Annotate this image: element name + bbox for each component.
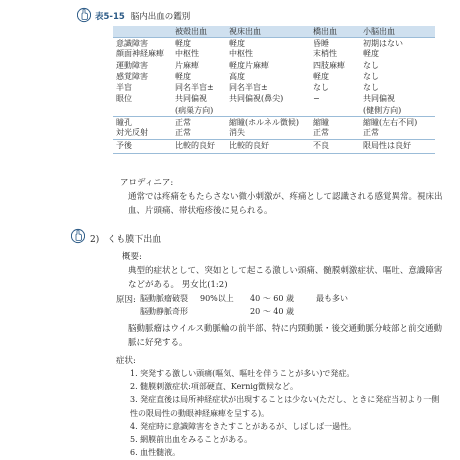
table-cell: 軽度 xyxy=(229,39,245,48)
cause-age: 40 〜 60 歳 xyxy=(250,294,294,303)
causes-label: 原因: xyxy=(116,295,136,305)
table-row xyxy=(113,60,435,71)
table-cell: 同名半盲± xyxy=(175,83,214,93)
table-bottom-rule xyxy=(113,153,435,154)
header-thalamic: 視床出血 xyxy=(229,27,261,36)
section-number: 2) xyxy=(90,235,100,245)
table-cell: 末梢性 xyxy=(313,49,337,59)
table-cell: (病巣方向) xyxy=(175,105,214,115)
symptom-item: 1. 突発する激しい頭痛(嘔気、嘔吐を伴うことが多い)で発症。 xyxy=(130,369,355,378)
cause-age: 20 〜 40 歳 xyxy=(250,307,294,316)
row-label: 感覚障害 xyxy=(116,71,148,81)
symptom-item: 3. 発症直後は局所神経症状が出現することは少ない(ただし、ときに発症当初より一側性の限局性の動眼神経麻痺を呈する)。 xyxy=(130,395,440,418)
table-cell: 同名半盲± xyxy=(229,83,268,93)
table-row xyxy=(113,71,435,82)
table-cell: 不良 xyxy=(313,140,329,150)
differential-table xyxy=(113,26,435,150)
overview-body: 典型的症状として、突如として起こる激しい頭痛、髄膜刺激症状、嘔吐、意識障害などがある。 男女比(1:2) xyxy=(128,266,443,290)
definition-term: アロディニア: xyxy=(120,178,174,188)
row-label: 瞳孔 xyxy=(116,118,132,128)
table-caption: 脳内出血の鑑別 xyxy=(130,12,191,22)
table-row xyxy=(113,82,435,93)
pointing-hand-icon xyxy=(71,228,85,244)
cause-name: 脳動脈瘤破裂 xyxy=(140,294,188,303)
cause-note: 最も多い xyxy=(316,294,348,303)
table-cell: 共同偏視 xyxy=(175,94,207,104)
table-cell: 軽度片麻痺 xyxy=(229,60,269,70)
table-cell: 縮瞳 xyxy=(313,118,329,128)
symptom-item: 2. 髄膜刺激症状:項部硬直、Kernig徴候など。 xyxy=(130,382,299,391)
table-cell: なし xyxy=(363,60,379,70)
table-cell: 比較的良好 xyxy=(175,140,215,150)
table-cell: 正常 xyxy=(175,118,191,128)
table-row xyxy=(113,37,435,48)
table-cell: 中枢性 xyxy=(229,49,253,59)
table-cell: 限局性は良好 xyxy=(363,140,411,150)
table-cell: 初期はない xyxy=(363,39,403,48)
table-cell: 正常 xyxy=(175,128,191,138)
aneurysm-text: 脳動脈瘤はウイルス動脈輪の前半部、特に内頸動脈・後交通動脈分岐部と前交通動脈に好発する。 xyxy=(128,324,442,348)
table-header xyxy=(113,26,435,37)
table-cell: なし xyxy=(363,83,379,93)
symptom-item: 6. 血性髄液。 xyxy=(130,448,181,457)
table-cell: 軽度 xyxy=(175,71,191,81)
row-label: 眼位 xyxy=(116,94,132,104)
table-cell: − xyxy=(313,94,320,104)
section-heading xyxy=(90,232,161,245)
row-label: 対光反射 xyxy=(116,128,148,138)
table-number: 表5-15 xyxy=(95,12,125,22)
table-cell: 昏睡 xyxy=(313,39,329,48)
symptom-item: 4. 発症時に意識障害をきたすことがあるが、しばしば一過性。 xyxy=(130,422,357,431)
table-title xyxy=(95,10,190,22)
table-row xyxy=(113,127,435,138)
symptoms-label: 症状: xyxy=(116,356,136,366)
table-row xyxy=(113,93,435,104)
table-cell: なし xyxy=(363,71,379,81)
table-cell: 共同偏視 xyxy=(363,94,395,104)
table-cell: 正常 xyxy=(363,128,379,138)
pointing-hand-icon xyxy=(77,7,91,23)
table-cell: 中枢性 xyxy=(175,49,199,59)
table-cell: 片麻痺 xyxy=(175,60,199,70)
table-cell: 消失 xyxy=(229,128,245,138)
table-cell: なし xyxy=(313,83,329,93)
header-putaminal: 被殻出血 xyxy=(175,27,207,36)
table-cell: 共同偏視(鼻尖) xyxy=(229,94,284,104)
row-label: 予後 xyxy=(116,140,132,150)
table-row xyxy=(113,105,435,116)
table-cell: 高度 xyxy=(229,71,245,81)
row-label: 意識障害 xyxy=(116,39,148,48)
row-label: 顔面神経麻痺 xyxy=(116,49,164,59)
row-label: 半盲 xyxy=(116,83,132,93)
table-cell: 正常 xyxy=(313,128,329,138)
header-pontine: 橋出血 xyxy=(313,27,337,36)
section-title: くも膜下出血 xyxy=(107,235,162,245)
cause-share: 90%以上 xyxy=(200,294,234,303)
table-row xyxy=(113,48,435,59)
definition-body: 通常では疼痛をもたらさない微小刺激が、疼痛として認識される感覚異常。視床出血、片頭痛、帯状疱疹後に見られる。 xyxy=(128,192,443,216)
row-label: 運動障害 xyxy=(116,60,148,70)
cause-name: 脳動静脈奇形 xyxy=(140,307,188,316)
table-cell: 縮瞳(左右不同) xyxy=(363,118,418,128)
table-cell: (健側方向) xyxy=(363,105,402,115)
header-cerebellar: 小脳出血 xyxy=(363,27,395,36)
table-cell: 縮瞳(ホルネル徴候) xyxy=(229,118,300,128)
table-cell: 軽度 xyxy=(313,71,329,81)
overview-label: 概要: xyxy=(122,252,142,262)
table-row xyxy=(113,139,435,150)
symptom-item: 5. 網膜前出血をみることがある。 xyxy=(130,435,253,444)
table-cell: 軽度 xyxy=(363,49,379,59)
table-cell: 軽度 xyxy=(175,39,191,48)
table-row xyxy=(113,116,435,127)
table-cell: 比較的良好 xyxy=(229,140,269,150)
table-body xyxy=(113,37,435,150)
table-cell: 四肢麻痺 xyxy=(313,60,345,70)
